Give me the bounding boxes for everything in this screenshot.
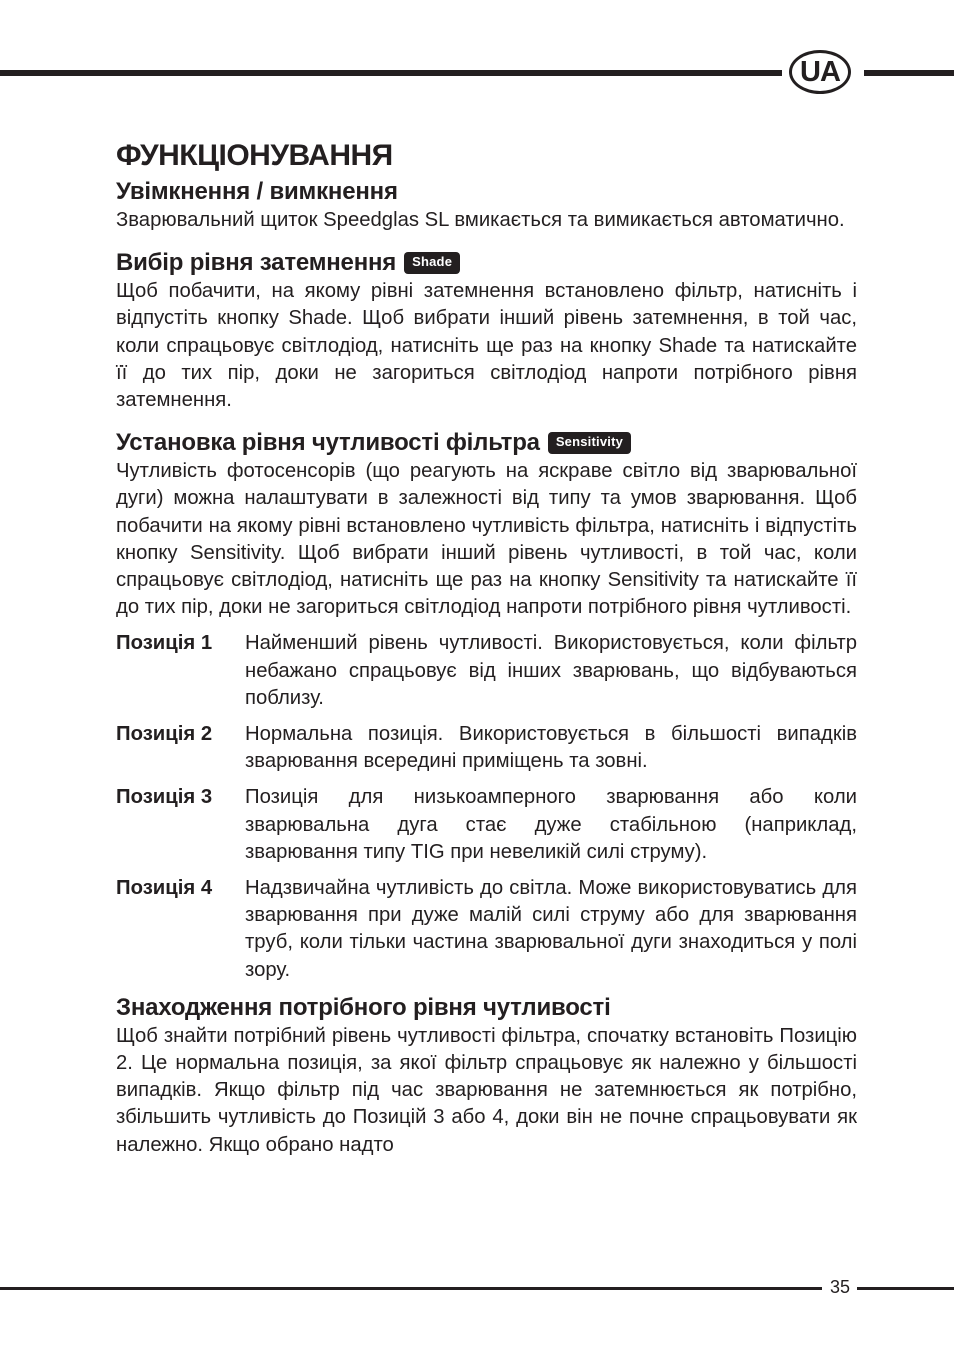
position-label: Позиція 4 bbox=[116, 877, 213, 900]
position-description: Нормальна позиція. Використовується в більшості випадків зварювання всередині приміщень та зовні. bbox=[245, 723, 857, 773]
page-content bbox=[116, 138, 857, 1159]
shade-heading-text: Вибір рівня затемнення bbox=[116, 249, 397, 277]
header-rule-right bbox=[864, 70, 954, 76]
position-item bbox=[116, 784, 857, 866]
section-body-sensitivity: Чутливість фотосенсорів (що реагують на яскраве світло від зварювальної дуги) можна налаштувати в залежності від типу та умов зварювання. Щоб побачити на якому рівні встановлено чутливість фільтра, натисніть і відпустіть кнопку Sensitivity. Щоб вибрати інший рівень чутливості, в той час, коли спрацьовує світлодіод, натисніть ще раз на кнопку Sensitivity та натискайте її до тих пір, доки не загориться світлодіод напроти потрібного рівня чутливості. bbox=[116, 460, 857, 619]
footer-rule-right bbox=[857, 1287, 954, 1290]
position-label: Позиція 2 bbox=[116, 723, 213, 746]
page-title: ФУНКЦІОНУВАННЯ bbox=[116, 139, 393, 172]
section-heading-on-off: Увімкнення / вимкнення bbox=[116, 178, 398, 205]
sensitivity-button-badge: Sensitivity bbox=[548, 432, 631, 454]
section-body-finding: Щоб знайти потрібний рівень чутливості фільтра, спочатку встановіть Позицію 2. Це нормальна позиція, за якої фільтр спрацьовує як належно у більшості випадків. Якщо фільтр під час зварювання не затемнюється як потрібно, збільшить чутливість до Позицій 3 або 4, доки він не почне спрацьовувати як належно. Якщо обрано надто bbox=[116, 1024, 857, 1156]
position-item bbox=[116, 875, 857, 984]
position-item bbox=[116, 630, 857, 712]
header-rule-left bbox=[0, 70, 782, 76]
position-label: Позиція 1 bbox=[116, 632, 213, 655]
page-number: 35 bbox=[829, 1277, 851, 1297]
sensitivity-heading-text: Установка рівня чутливості фільтра bbox=[116, 429, 540, 457]
section-body-on-off: Зварювальний щиток Speedglas SL вмикається та вимикається автоматично. bbox=[116, 209, 845, 231]
position-list bbox=[116, 630, 857, 983]
shade-button-badge: Shade bbox=[404, 252, 460, 274]
section-body-shade: Щоб побачити, на якому рівні затемнення встановлено фільтр, натисніть і відпустіть кнопку Shade. Щоб вибрати інший рівень затемнення, в той час, коли спрацьовує світлодіод, натисніть ще раз на кнопку Shade та натискайте її до тих пір, доки не загориться світлодіод напроти потрібного рівня затемнення. bbox=[116, 280, 857, 412]
footer-rule-left bbox=[0, 1287, 822, 1290]
section-heading-finding: Знаходження потрібного рівня чутливості bbox=[116, 993, 611, 1021]
position-description: Позиція для низькоамперного зварювання або коли зварювальна дуга стає дуже стабільною (наприклад, зварювання типу TIG при невеликій силі струму). bbox=[245, 786, 857, 863]
section-heading-sensitivity bbox=[116, 428, 857, 458]
language-badge: UA bbox=[789, 50, 851, 94]
section-heading-shade bbox=[116, 248, 857, 278]
position-label: Позиція 3 bbox=[116, 786, 213, 809]
position-description: Найменший рівень чутливості. Використовується, коли фільтр небажано спрацьовує від інших зварювань, що відбуваються поблизу. bbox=[245, 632, 857, 709]
position-description: Надзвичайна чутливість до світла. Може використовуватись для зварювання при дуже малій силі струму або для зварювання труб, коли тільки частина зварювальної дуги знаходиться у полі зору. bbox=[245, 877, 857, 981]
position-item bbox=[116, 721, 857, 775]
